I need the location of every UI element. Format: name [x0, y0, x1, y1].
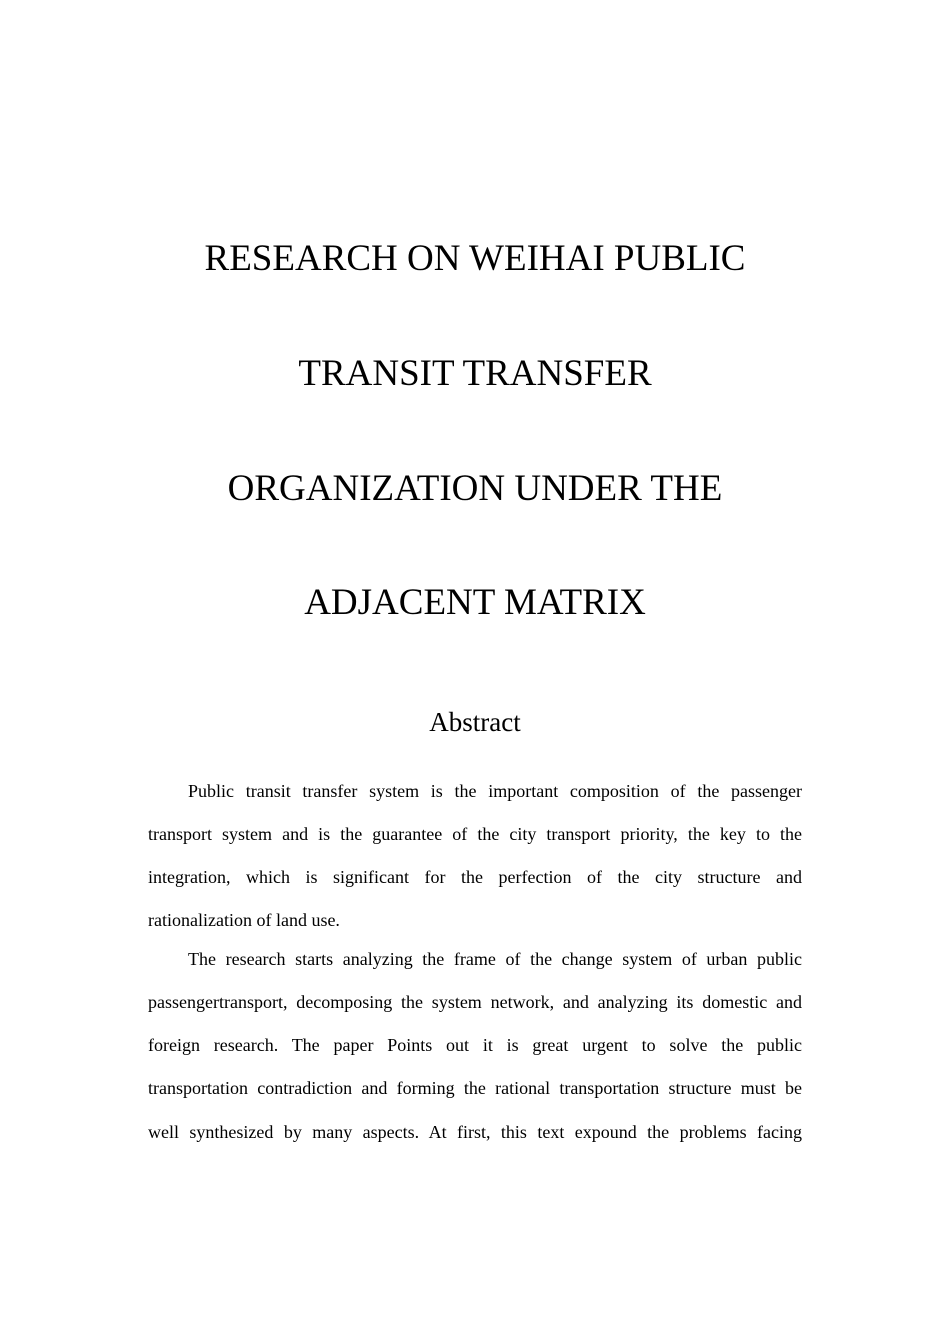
title-line-2: TRANSIT TRANSFER [298, 353, 652, 394]
abstract-p2-line-4: transportation contradiction and forming the rational transportation structure must be [148, 1078, 802, 1098]
title-line-1: RESEARCH ON WEIHAI PUBLIC [204, 238, 746, 279]
abstract-p1-line-1: Public transit transfer system is the important composition of the passenger [188, 781, 802, 801]
abstract-heading: Abstract [429, 707, 521, 737]
abstract-p2-line-3: foreign research. The paper Points out it is great urgent to solve the public [148, 1035, 802, 1055]
abstract-p2-line-5: well synthesized by many aspects. At first, this text expound the problems facing [148, 1122, 802, 1142]
abstract-p1-line-4: rationalization of land use. [148, 910, 340, 930]
abstract-p1-line-2: transport system and is the guarantee of the city transport priority, the key to the [148, 824, 802, 844]
abstract-p1-line-3: integration, which is significant for the perfection of the city structure and [148, 867, 802, 887]
title-line-3: ORGANIZATION UNDER THE [227, 468, 723, 509]
abstract-p2-line-1: The research starts analyzing the frame of the change system of urban public [188, 949, 802, 969]
title-line-4: ADJACENT MATRIX [304, 582, 646, 623]
abstract-p2-line-2: passengertransport, decomposing the system network, and analyzing its domestic and [148, 992, 802, 1012]
